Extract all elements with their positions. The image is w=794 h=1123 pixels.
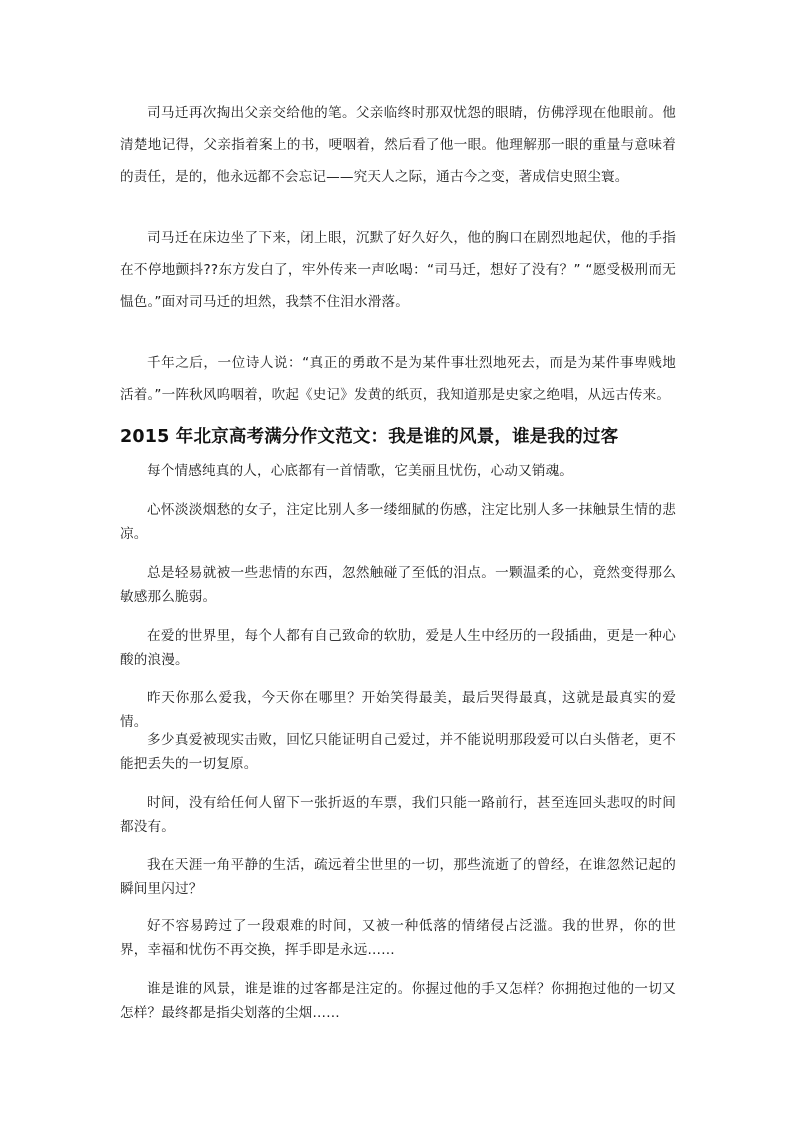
essay-paragraph: 每个情感纯真的人，心底都有一首情歌，它美丽且忧伤，心动又销魂。 [147, 463, 574, 479]
essay-paragraph: 我在天涯一角平静的生活，疏远着尘世里的一切，那些流逝了的曾经，在谁忽然记起的瞬间里闪过？ [120, 857, 676, 897]
paragraph-sima-qian-decision: 司马迁在床边坐了下来，闭上眼，沉默了好久好久，他的胸口在剧烈地起伏，他的手指在不停地颤抖??东方发白了，牢外传来一声吆喝：“司马迁，想好了没有？” “愿受极刑而无愠色。”面对司马迁的坦然，我禁不住泪水滑落。 [120, 230, 676, 310]
essay-paragraph: 总是轻易就被一些悲情的东西，忽然触碰了至低的泪点。一颗温柔的心，竟然变得那么敏感那么脆弱。 [120, 565, 676, 605]
essay-paragraph: 多少真爱被现实击败，回忆只能证明自己爱过，并不能说明那段爱可以白头偕老，更不能把丢失的一切复原。 [120, 732, 676, 772]
essay-paragraph: 好不容易跨过了一段艰难的时间，又被一种低落的情绪侵占泛滥。我的世界，你的世界，幸福和忧伤不再交换，挥手即是永远…… [120, 918, 676, 958]
essay-paragraph: 心怀淡淡烟愁的女子，注定比别人多一缕细腻的伤感，注定比别人多一抹触景生情的悲凉。 [120, 502, 676, 542]
essay-paragraph: 昨天你那么爱我，今天你在哪里？开始笑得最美，最后哭得最真，这就是最真实的爱情。 [120, 690, 676, 730]
essay-paragraph: 在爱的世界里，每个人都有自己致命的软肋，爱是人生中经历的一段插曲，更是一种心酸的浪漫。 [120, 628, 676, 668]
essay-paragraph: 时间，没有给任何人留下一张折返的车票，我们只能一路前行，甚至连回头悲叹的时间都没有。 [120, 795, 676, 835]
essay-paragraph: 谁是谁的风景，谁是谁的过客都是注定的。你握过他的手又怎样？你拥抱过他的一切又怎样？最终都是指尖划落的尘烟…… [120, 981, 676, 1021]
paragraph-sima-qian-brush: 司马迁再次掏出父亲交给他的笔。父亲临终时那双忧怨的眼睛，仿佛浮现在他眼前。他清楚地记得，父亲指着案上的书，哽咽着，然后看了他一眼。他理解那一眼的重量与意味着的责任，是的，他永远都不会忘记——究天人之际，通古今之变，著成信史照尘寰。 [120, 105, 676, 185]
paragraph-poet-quote: 千年之后，一位诗人说：“真正的勇敢不是为某件事壮烈地死去，而是为某件事卑贱地活着。”一阵秋风呜咽着，吹起《史记》发黄的纸页，我知道那是史家之绝唱，从远古传来。 [120, 355, 676, 403]
essay-title: 2015 年北京高考满分作文范文：我是谁的风景，谁是我的过客 [120, 427, 619, 447]
